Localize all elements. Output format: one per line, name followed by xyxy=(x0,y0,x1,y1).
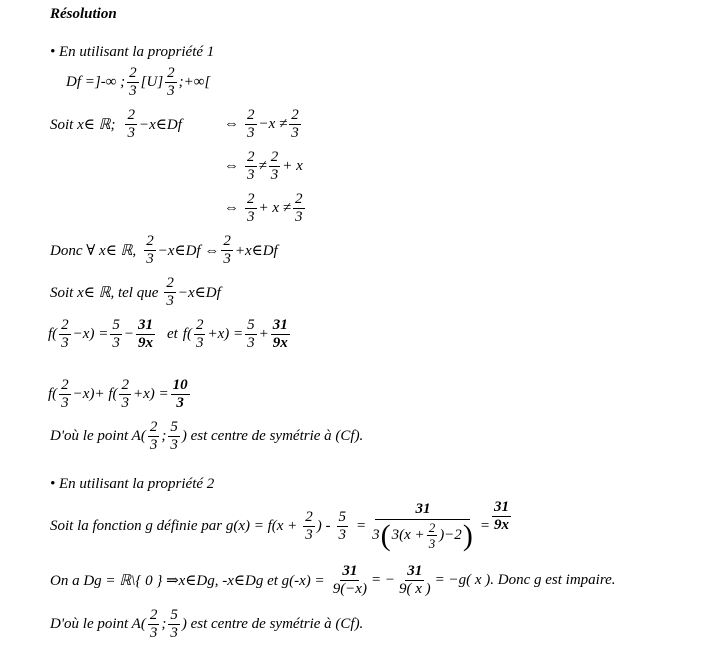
denominator: 9(−x) xyxy=(332,580,367,597)
fraction-two-thirds xyxy=(245,150,257,183)
numerator: 31 xyxy=(407,562,423,579)
section2-heading-text: • En utilisant la propriété 2 xyxy=(50,475,215,492)
numerator: 2 xyxy=(305,508,313,525)
numerator: 2 xyxy=(195,316,204,333)
sum-mid-text: −x)+ f( xyxy=(72,385,118,402)
tel-que-line xyxy=(50,272,221,312)
fraction-two-thirds xyxy=(119,378,131,411)
numerator: 2 xyxy=(121,376,129,393)
denominator: 3 xyxy=(428,536,436,551)
fraction-two-thirds xyxy=(59,318,71,351)
numerator: 2 xyxy=(247,190,255,207)
denominator: 3 xyxy=(61,394,69,411)
denominator: 3 xyxy=(149,624,158,641)
equivalence-2 xyxy=(224,146,303,186)
numerator: 2 xyxy=(61,376,69,393)
page-title xyxy=(50,4,117,24)
numerator: 5 xyxy=(170,418,178,435)
df-text-b: [U] xyxy=(140,73,164,90)
fraction-two-thirds xyxy=(293,192,305,225)
g-definition-line xyxy=(50,496,513,556)
numerator: 5 xyxy=(170,606,178,623)
plus-sign: + xyxy=(258,325,269,342)
fraction-five-thirds xyxy=(168,420,180,453)
denominator: 3 xyxy=(247,166,255,183)
et-text: et xyxy=(166,325,178,342)
f2-text: +x) = xyxy=(207,325,244,342)
fraction-two-thirds xyxy=(245,192,257,225)
numerator: 2 xyxy=(295,190,303,207)
numerator: 5 xyxy=(338,508,347,525)
equivalence-1-text: −x ≠ xyxy=(258,115,288,132)
equivalence-3-text: + x ≠ xyxy=(258,199,292,216)
denominator: 3 xyxy=(195,334,204,351)
numerator: 2 xyxy=(247,106,255,123)
g-def-text-b: ) - xyxy=(316,517,331,534)
f-open: f( xyxy=(48,385,58,402)
denominator: 3 xyxy=(223,250,231,267)
conclusion-text-a: D'où le point A( xyxy=(50,427,146,444)
numerator: 10 xyxy=(172,376,188,393)
soit-line xyxy=(50,104,182,144)
fraction-31-over-9-neg-x xyxy=(331,564,369,597)
fraction-31-over-9-x xyxy=(397,564,433,597)
denominator: 3 xyxy=(149,436,158,453)
numerator: 2 xyxy=(149,418,158,435)
f-open: f( xyxy=(182,325,192,342)
denominator: 3 xyxy=(167,82,175,99)
fraction-two-thirds xyxy=(127,66,139,99)
denominator: 3 xyxy=(170,624,178,641)
fraction-two-thirds xyxy=(194,318,206,351)
donc-line xyxy=(50,230,278,270)
denominator: 3 xyxy=(129,82,137,99)
iff-symbol: ⇔ xyxy=(224,157,239,174)
domain-line xyxy=(66,62,210,102)
donc-text-c: +x∈Df xyxy=(234,242,278,259)
fraction-31-over-9x xyxy=(271,318,290,351)
denominator xyxy=(370,520,476,550)
denominator: 3 xyxy=(247,208,255,225)
numerator: 2 xyxy=(146,232,154,249)
section1-heading-text: • En utilisant la propriété 1 xyxy=(50,43,215,60)
tel-que-text: Soit x∈ ℝ, tel que xyxy=(50,284,159,301)
donc-text-a: Donc ∀ x∈ ℝ, xyxy=(50,242,137,259)
section2-heading xyxy=(50,474,214,494)
fraction-five-thirds xyxy=(337,510,349,543)
f1-text: −x) = xyxy=(72,325,109,342)
denominator: 9( x ) xyxy=(398,580,431,597)
fraction-big-denominator xyxy=(370,502,476,550)
numerator: 2 xyxy=(61,316,69,333)
denominator: 3 xyxy=(270,166,279,183)
f-open: f( xyxy=(48,325,58,342)
sum-end-text: +x) = xyxy=(132,385,169,402)
minus-sign: − xyxy=(123,325,134,342)
fraction-two-thirds xyxy=(269,150,281,183)
fraction-two-thirds xyxy=(221,234,233,267)
numerator: 31 xyxy=(272,316,288,333)
numerator: 5 xyxy=(112,316,120,333)
fraction-31-over-9x xyxy=(136,318,155,351)
fraction-five-thirds xyxy=(110,318,122,351)
tel-que-condition: −x∈Df xyxy=(177,284,221,301)
equals-minus: = − xyxy=(370,571,395,588)
equivalence-2-text: + x xyxy=(282,157,303,174)
fraction-two-thirds xyxy=(144,234,156,267)
fraction-ten-thirds xyxy=(171,378,190,411)
semicolon: ; xyxy=(161,615,167,632)
df-text-c: ;+∞[ xyxy=(178,73,211,90)
soit-condition: −x∈Df xyxy=(138,116,182,133)
fraction-31-over-9x xyxy=(492,500,511,533)
numerator: 31 xyxy=(137,316,153,333)
denominator: 9x xyxy=(272,334,288,351)
outer-three: 3 xyxy=(372,527,380,543)
conclusion-text-b: ) est centre de symétrie à (Cf). xyxy=(181,615,364,632)
denominator: 3 xyxy=(112,334,120,351)
denominator: 3 xyxy=(166,292,174,309)
parity-text-a: On a Dg = ℝ\{ 0 } ⇒x∈Dg, -x∈Dg et g(-x) = xyxy=(50,572,325,589)
denominator: 9x xyxy=(137,334,153,351)
numerator: 31 xyxy=(342,562,358,579)
symmetry-conclusion-1 xyxy=(50,416,363,456)
iff-symbol: ⇔ xyxy=(224,199,239,216)
parity-text-end: = −g( x ). Donc g est impaire. xyxy=(434,571,616,588)
fraction-two-thirds xyxy=(289,108,301,141)
fraction-two-thirds xyxy=(59,378,71,411)
numerator: 2 xyxy=(166,274,174,291)
fraction-two-thirds xyxy=(427,521,438,550)
denominator: 3 xyxy=(295,208,303,225)
denominator: 3 xyxy=(170,436,178,453)
g-def-text-a: Soit la fonction g définie par g(x) = f(x + xyxy=(50,517,298,534)
denominator: 3 xyxy=(338,526,347,543)
f-sum-line xyxy=(48,374,192,414)
numerator: 31 xyxy=(375,502,470,520)
equivalence-3 xyxy=(224,188,307,228)
fraction-two-thirds xyxy=(125,108,137,141)
equals-sign: = xyxy=(479,517,490,534)
denominator: 3 xyxy=(247,334,255,351)
denominator: 3 xyxy=(146,250,154,267)
numerator: 2 xyxy=(428,520,436,535)
conclusion-text-a: D'où le point A( xyxy=(50,615,146,632)
denominator: 9x xyxy=(493,516,509,533)
soit-text: Soit x∈ ℝ; xyxy=(50,116,116,133)
denominator: 3 xyxy=(247,124,255,141)
section1-heading xyxy=(50,42,214,62)
symmetry-conclusion-2 xyxy=(50,604,363,644)
fraction-two-thirds xyxy=(164,276,176,309)
fraction-five-thirds xyxy=(168,608,180,641)
df-text-a: Df =]-∞ ; xyxy=(66,73,126,90)
fraction-two-thirds xyxy=(165,66,177,99)
right-bracket: ) xyxy=(462,519,473,552)
fraction-two-thirds xyxy=(148,420,160,453)
conclusion-text-b: ) est centre de symétrie à (Cf). xyxy=(181,427,364,444)
denominator: 3 xyxy=(305,526,313,543)
equals-sign: = xyxy=(356,517,367,534)
numerator: 2 xyxy=(291,106,299,123)
numerator: 31 xyxy=(493,498,509,515)
denominator: 3 xyxy=(61,334,69,351)
numerator: 2 xyxy=(223,232,231,249)
fraction-two-thirds xyxy=(303,510,315,543)
denominator: 3 xyxy=(176,394,184,411)
parity-line xyxy=(50,560,616,600)
numerator: 2 xyxy=(247,148,255,165)
left-bracket: ( xyxy=(380,519,391,552)
inner-text-b: )−2 xyxy=(439,527,462,543)
semicolon: ; xyxy=(161,427,167,444)
fraction-two-thirds xyxy=(245,108,257,141)
numerator: 2 xyxy=(149,606,158,623)
fraction-five-thirds xyxy=(245,318,257,351)
inner-text-a: 3(x + xyxy=(391,527,425,543)
equivalence-1 xyxy=(224,104,303,144)
numerator: 2 xyxy=(129,64,137,81)
numerator: 5 xyxy=(247,316,255,333)
title-text: Résolution xyxy=(50,5,117,22)
numerator: 2 xyxy=(270,148,279,165)
denominator: 3 xyxy=(291,124,299,141)
iff-symbol: ⇔ xyxy=(224,115,239,132)
numerator: 2 xyxy=(167,64,175,81)
donc-text-b: −x∈Df ⇔ xyxy=(157,242,220,259)
not-equal-symbol: ≠ xyxy=(258,157,267,174)
numerator: 2 xyxy=(127,106,135,123)
denominator: 3 xyxy=(121,394,129,411)
f-values-line xyxy=(48,314,292,354)
denominator: 3 xyxy=(127,124,135,141)
fraction-two-thirds xyxy=(148,608,160,641)
